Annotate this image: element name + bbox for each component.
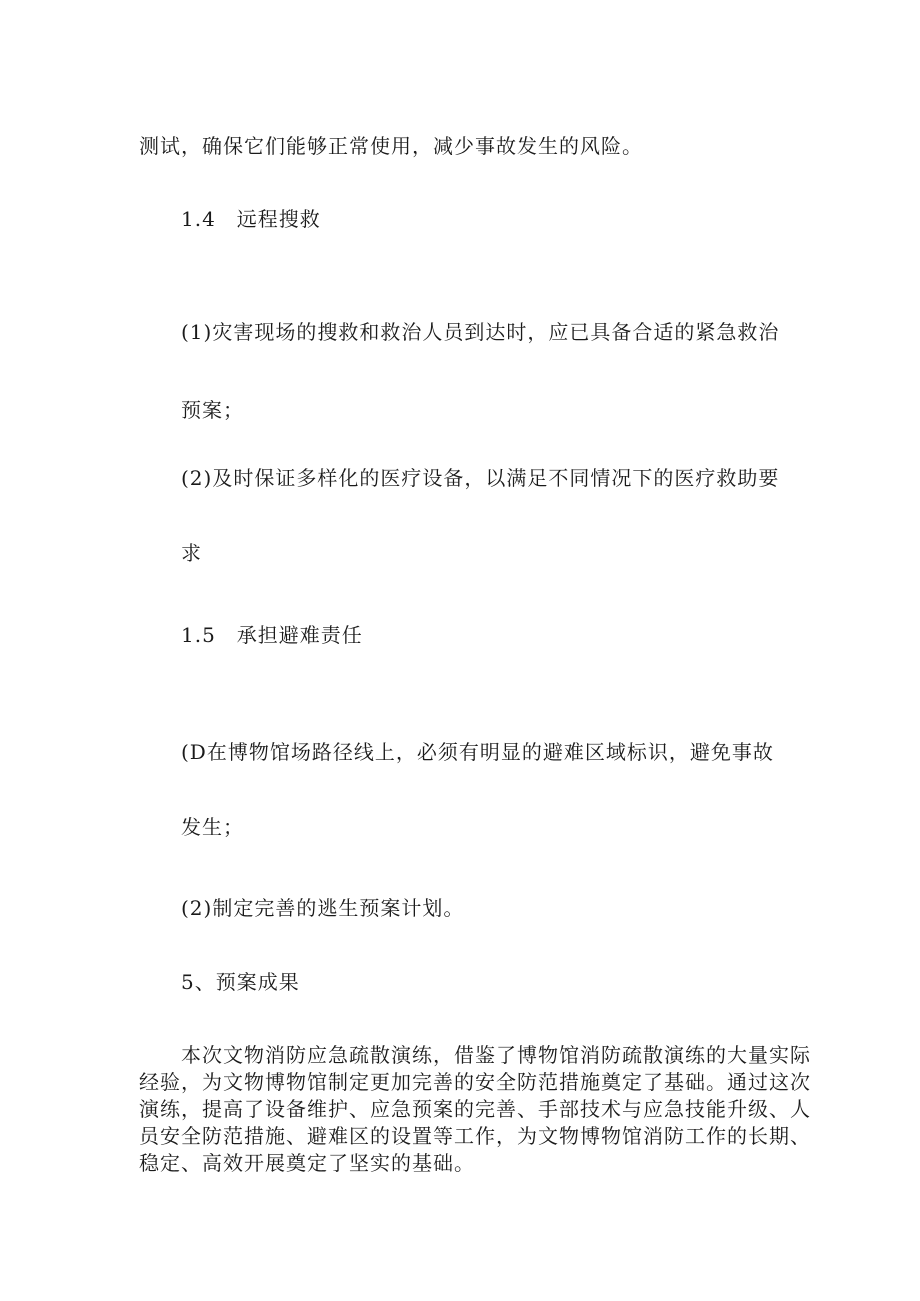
summary-paragraph <box>139 1042 811 1177</box>
paragraph-line: 本次文物消防应急疏散演练，借鉴了博物馆消防疏散演练的大量实际 <box>139 1043 811 1067</box>
list-item: (D在博物馆场路径线上，必须有明显的避难区域标识，避免事故 <box>181 740 774 764</box>
text-line: 测试，确保它们能够正常使用，减少事故发生的风险。 <box>139 134 643 158</box>
section-heading: 1.4 远程搜救 <box>181 207 321 231</box>
paragraph-line: 稳定、高效开展奠定了坚实的基础。 <box>139 1151 475 1175</box>
paragraph-line: 演练，提高了设备维护、应急预案的完善、手部技术与应急技能升级、人 <box>139 1097 811 1121</box>
text-line: 求 <box>181 541 202 565</box>
paragraph-line: 经验，为文物博物馆制定更加完善的安全防范措施奠定了基础。通过这次 <box>139 1070 811 1094</box>
list-item: (2)及时保证多样化的医疗设备，以满足不同情况下的医疗救助要 <box>181 466 780 490</box>
list-item: (1)灾害现场的搜救和救治人员到达时，应已具备合适的紧急救治 <box>181 320 780 344</box>
text-line: 发生； <box>181 815 244 839</box>
section-heading: 1.5 承担避难责任 <box>181 623 363 647</box>
paragraph-line: 员安全防范措施、避难区的设置等工作，为文物博物馆消防工作的长期、 <box>139 1124 811 1148</box>
section-heading: 5、预案成果 <box>181 970 300 994</box>
text-line: 预案； <box>181 398 244 422</box>
list-item: (2)制定完善的逃生预案计划。 <box>181 896 465 920</box>
